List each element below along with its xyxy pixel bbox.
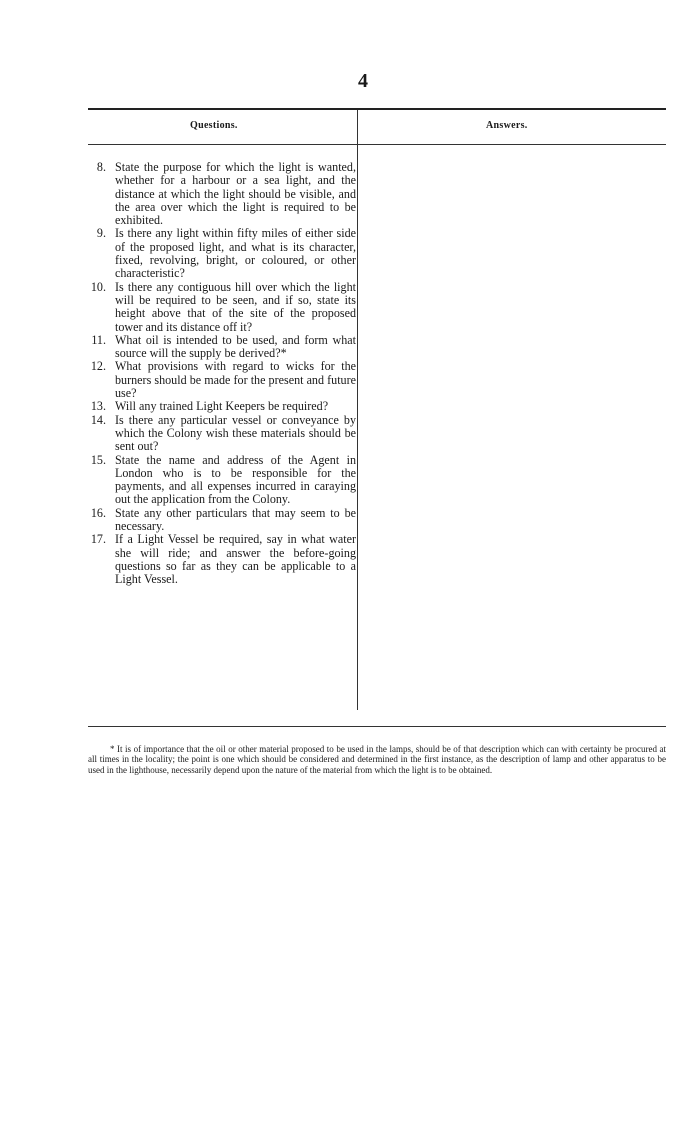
question-item <box>84 414 356 454</box>
answers-header: Answers. <box>486 120 528 131</box>
questions-header: Questions. <box>190 120 238 131</box>
question-text: Is there any particular vessel or conveyance by which the Colony wish these materials should be sent out? <box>115 412 356 454</box>
question-text: What provisions with regard to wicks for the burners should be made for the present and future use? <box>115 359 356 401</box>
question-item <box>84 227 356 280</box>
question-item <box>84 281 356 334</box>
question-number: 8. <box>96 160 106 174</box>
question-text: State the purpose for which the light is wanted, whether for a harbour or a sea light, and the distance at which the light should be visible, and the area over which the light is required to be exhibited. <box>115 160 356 228</box>
question-item <box>84 533 356 586</box>
question-item <box>84 334 356 361</box>
question-number: 9. <box>96 226 106 241</box>
question-text: State any other particulars that may seem to be necessary. <box>115 505 356 534</box>
question-number: 16. <box>90 505 106 520</box>
table-bottom-rule <box>88 726 666 727</box>
question-item <box>84 400 356 413</box>
question-text: If a Light Vessel be required, say in what water she will ride; and answer the before-going questions so far as they can be applicable to a Light Vessel. <box>115 532 356 587</box>
question-item <box>84 454 356 507</box>
question-text: State the name and address of the Agent in London who is to be responsible for the payments, and all expenses incurred in caraying out the application from the Colony. <box>115 452 356 507</box>
question-number: 17. <box>90 532 106 547</box>
question-number: 10. <box>90 279 106 294</box>
question-text: What oil is intended to be used, and form what source will the supply be derived?* <box>115 332 356 361</box>
question-text: Is there any light within fifty miles of either side of the proposed light, and what is its character, fixed, revolving, bright, or coloured, or other characteristic? <box>115 226 356 281</box>
question-number: 15. <box>90 452 106 467</box>
question-number: 14. <box>90 412 106 427</box>
question-number: 13. <box>90 399 106 414</box>
question-text: Will any trained Light Keepers be required? <box>115 399 329 414</box>
questions-header-rule <box>88 144 357 145</box>
question-number: 11. <box>91 332 106 347</box>
question-text: Is there any contiguous hill over which the light will be required to be seen, and if so, state its height above that of the site of the proposed tower and its distance off it? <box>115 279 356 334</box>
footnote: * It is of importance that the oil or other material proposed to be used in the lamps, should be of that description which can with certainty be procured at all times in the locality; the point is one which should be considered and determined in the first instance, as the description of lamp and other apparatus to be used in the lighthouse, necessarily depend upon the nature of the material from which the light is to be obtained. <box>88 744 666 775</box>
question-number: 12. <box>90 359 106 374</box>
question-item <box>84 360 356 400</box>
answers-header-rule <box>357 144 666 145</box>
page-number: 4 <box>358 70 368 92</box>
question-item <box>84 507 356 534</box>
questions-list <box>84 161 356 587</box>
question-item <box>84 161 356 227</box>
table-top-rule <box>88 108 666 110</box>
column-divider <box>357 110 358 710</box>
